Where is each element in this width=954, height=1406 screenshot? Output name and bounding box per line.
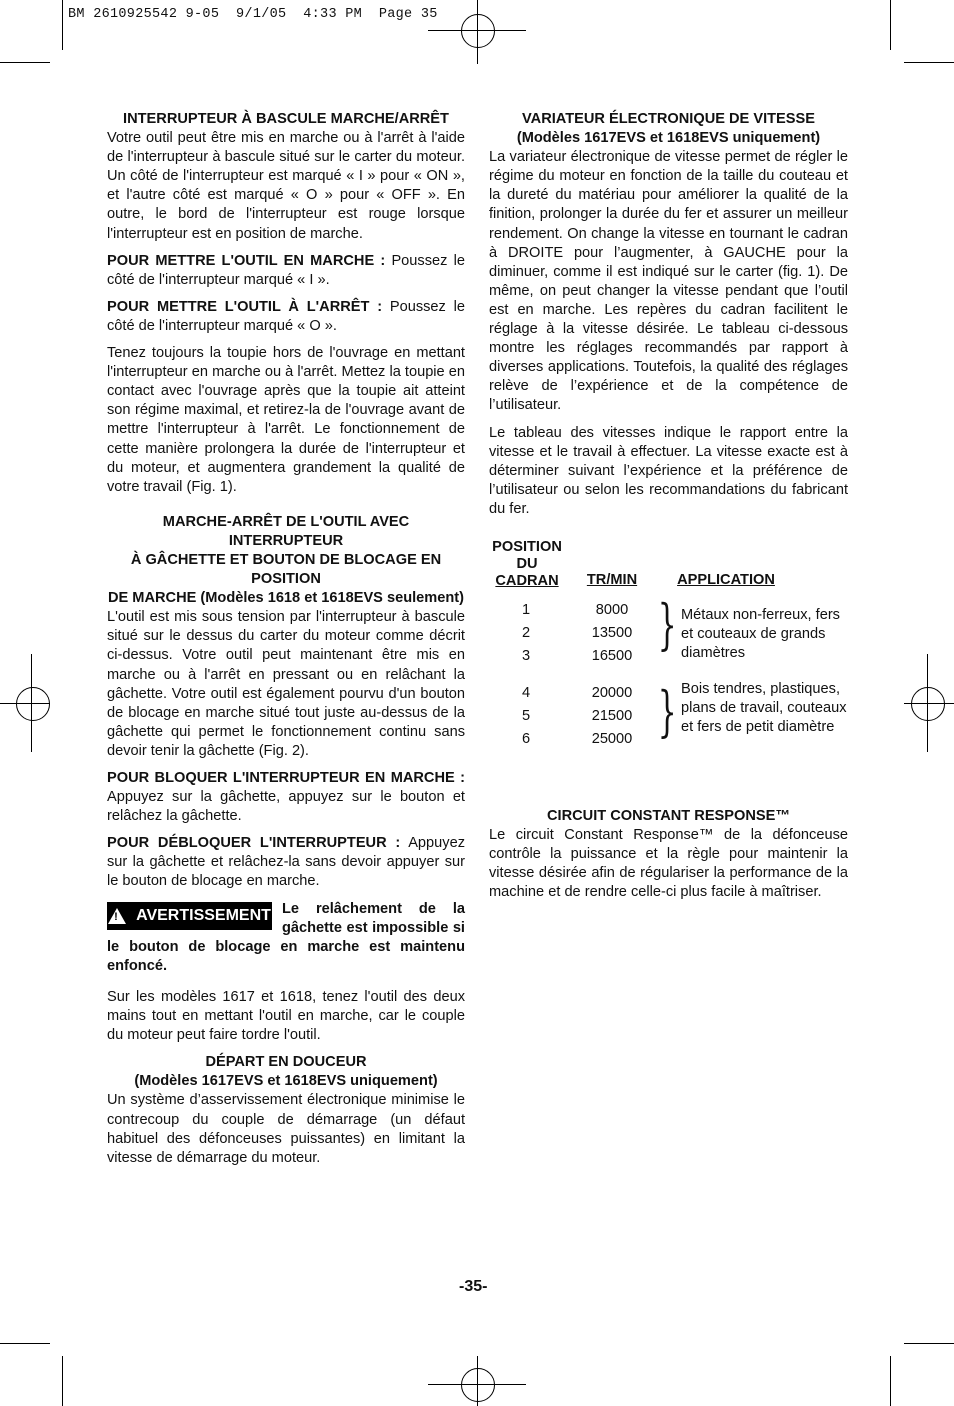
warning-badge-label: AVERTISSEMENT <box>136 907 271 925</box>
crop-mark <box>0 1343 50 1344</box>
paragraph: Tenez toujours la toupie hors de l'ouvrage en mettant l'interrupteur en marche ou à l'arrêt. Mettez la toupie en contact avec l'ouvrage après que la toupie ait atteint son régime maximal, et retirez-la de l'ouvrage avant de mettre l'interrupteur à l'arrêt. Le fonctionnement de cette manière prolongera la durée de l'interrupteur et du moteur, et augmentera grandement la qualité de votre travail (Fig. 1). <box>107 345 465 495</box>
brace-icon: } <box>657 593 677 656</box>
table-cell-position: 1 <box>521 602 531 618</box>
paragraph: Le tableau des vitesses indique le rapport entre la vitesse et le travail à effectuer. La vitesse exacte est à déterminer suivant l’expérience et la préférence de l’utilisateur ou selon les recommandations du fabricant du fer. <box>489 424 848 517</box>
table-cell-rpm: 25000 <box>591 731 633 747</box>
paragraph <box>107 252 465 290</box>
crop-mark <box>62 1356 63 1406</box>
table-cell-position: 5 <box>521 708 531 724</box>
warning-triangle-icon: ! <box>108 908 126 924</box>
crop-mark <box>0 62 50 63</box>
paragraph <box>107 769 465 826</box>
table-header-application: APPLICATION <box>677 572 775 588</box>
crop-mark <box>904 62 954 63</box>
warning-badge <box>107 902 272 930</box>
registration-line <box>477 1356 478 1406</box>
instruction-text: Appuyez sur la gâchette, appuyez sur le bouton et relâchez la gâchette. <box>107 789 465 825</box>
paragraph <box>107 834 465 891</box>
paragraph: L'outil est mis sous tension par l'interrupteur à bascule situé sur le dessus du carter du moteur comme décrit ci-dessus. Votre outil peut maintenant être mis en marche ou à l'arrêt en pressant ou en relâchant la gâchette. Votre outil est également pourvu d'un bouton de blocage en marche situé tout juste au-dessus de la gâchette qui permet le fonctionnement continu sans devoir tenir la gâchette (Fig. 2). <box>107 609 465 759</box>
paragraph: La variateur électronique de vitesse permet de régler le régime du moteur en fonction de la taille du couteau et la dureté du matériau pour améliorer la qualité de la finition, prolonger la durée du fer et assurer un meilleur rendement. On change la vitesse en tournant le cadran à DROITE pour l’augmenter, à GAUCHE pour la diminuer, comme il est indiqué sur le carter (fig. 1). De même, on peut changer la vitesse pendant que l’outil est en marche. Les repères du cadran facilitent le réglage à la vitesse désirée. Le tableau ci-dessous montre les réglages recommandés par rapport à diverses applications. Toutefois, la qualité des réglages relève de l’expérience et de la compétence de l’utilisateur. <box>489 149 848 414</box>
section-heading: CIRCUIT CONSTANT RESPONSE™ <box>547 808 790 824</box>
registration-line <box>904 703 954 704</box>
registration-line <box>428 1384 526 1385</box>
instruction-text: Poussez le côté de l'interrupteur marqué « O ». <box>107 298 465 334</box>
crop-mark <box>904 1343 954 1344</box>
instruction-label: POUR BLOQUER L'INTERRUPTEUR EN MARCHE : <box>107 770 465 786</box>
section-heading: MARCHE-ARRÊT DE L'OUTIL AVEC INTERRUPTEUR <box>162 513 410 549</box>
warning-block <box>107 900 465 976</box>
paragraph: Un système d’asservissement électronique minimise le contrecoup du couple de démarrage (un défaut habituel des défonceuses puissantes) en limitant la vitesse de démarrage du moteur. <box>107 1092 465 1166</box>
left-column <box>107 110 465 1176</box>
instruction-label: POUR METTRE L'OUTIL EN MARCHE : <box>107 252 386 269</box>
section-heading: DÉPART EN DOUCEUR <box>205 1054 367 1071</box>
header-line: CADRAN <box>495 573 559 589</box>
table-cell-position: 3 <box>521 648 531 664</box>
table-cell-rpm: 16500 <box>591 648 633 664</box>
registration-mark-icon <box>16 687 50 721</box>
registration-mark-icon <box>461 14 495 48</box>
table-header-rpm: TR/MIN <box>586 572 638 588</box>
registration-line <box>428 30 526 31</box>
table-cell-rpm: 21500 <box>591 708 633 724</box>
header-line: POSITION <box>492 539 562 555</box>
warning-text: Le relâchement de la gâchette est impossible si le bouton de blocage en marche est maintenu enfoncé. <box>107 900 465 974</box>
table-cell-position: 6 <box>521 731 531 747</box>
paragraph: Votre outil peut être mis en marche ou à l'arrêt à l'aide de l'interrupteur à bascule situé sur le carter du moteur. Un côté de l'interrupteur est marqué « I » pour « ON », et l'autre côté est marqué « O » pour « OFF ». En outre, le bord de l'interrupteur est rouge lorsque l'interrupteur est en position de marche. <box>107 130 465 242</box>
table-cell-rpm: 20000 <box>591 685 633 701</box>
instruction-label: POUR DÉBLOQUER L'INTERRUPTEUR : <box>107 835 401 852</box>
registration-mark-icon <box>461 1368 495 1402</box>
print-slug: BM 2610925542 9-05 9/1/05 4:33 PM Page 35 <box>68 7 438 22</box>
crop-mark <box>890 1356 891 1406</box>
section-heading: VARIATEUR ÉLECTRONIQUE DE VITESSE <box>522 111 815 127</box>
constant-response-section <box>489 807 848 910</box>
section-heading: À GÂCHETTE ET BOUTON DE BLOCAGE EN POSITION <box>130 551 442 588</box>
registration-line <box>477 0 478 64</box>
header-line: DU <box>516 556 538 572</box>
page-number: -35- <box>459 1278 488 1295</box>
table-cell-position: 2 <box>521 625 531 641</box>
table-cell-application: Métaux non-ferreux, fers et couteaux de grands diamètres <box>681 607 840 661</box>
table-header-position <box>490 539 564 590</box>
instruction-text: Poussez le côté de l'interrupteur marqué « I ». <box>107 252 465 288</box>
table-cell-position: 4 <box>521 685 531 701</box>
registration-mark-icon <box>911 687 945 721</box>
registration-line <box>0 703 50 704</box>
crop-mark <box>62 0 63 50</box>
instruction-text: Appuyez sur la gâchette et relâchez-la sans devoir appuyer sur le bouton de blocage en marche. <box>107 835 465 890</box>
section-subheading: (Modèles 1617EVS et 1618EVS uniquement) <box>134 1073 438 1090</box>
paragraph <box>107 298 465 336</box>
crop-mark <box>890 0 891 50</box>
table-cell-application: Bois tendres, plastiques, plans de travail, couteaux et fers de petit diamètre <box>681 681 847 735</box>
paragraph: Sur les modèles 1617 et 1618, tenez l'outil des deux mains tout en mettant l'outil en marche, car le couple du moteur peut faire tordre l'outil. <box>107 988 465 1044</box>
section-subheading: (Modèles 1617EVS et 1618EVS uniquement) <box>516 130 821 147</box>
brace-icon: } <box>657 680 677 743</box>
right-column <box>489 110 848 527</box>
section-heading: INTERRUPTEUR À BASCULE MARCHE/ARRÊT <box>123 111 449 127</box>
section-heading: DE MARCHE (Modèles 1618 et 1618EVS seulement) <box>107 590 465 607</box>
instruction-label: POUR METTRE L'OUTIL À L'ARRÊT : <box>107 298 383 315</box>
table-cell-rpm: 13500 <box>591 625 633 641</box>
paragraph: Le circuit Constant Response™ de la défonceuse contrôle la puissance et la règle pour maintenir la vitesse désirée afin de régulariser la performance de la machine et de rendre celle-ci plus facile à maîtriser. <box>489 827 848 901</box>
table-cell-rpm: 8000 <box>595 602 629 618</box>
